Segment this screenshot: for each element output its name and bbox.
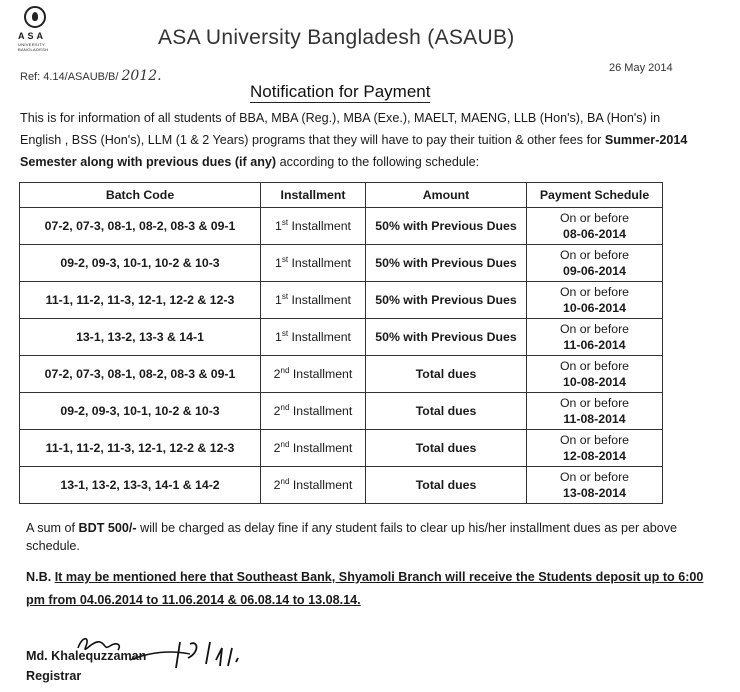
schedule-cell <box>527 356 663 393</box>
reference <box>20 68 162 84</box>
installment-number: 1 <box>275 293 282 307</box>
installment-number: 1 <box>275 330 282 344</box>
table-row <box>20 245 663 282</box>
batch-code-cell: 09-2, 09-3, 10-1, 10-2 & 10-3 <box>20 393 261 430</box>
signatory-name: Md. Khalequzzaman <box>26 649 147 663</box>
amount-cell <box>366 356 527 393</box>
amount-text: Total dues <box>415 478 477 492</box>
amount-text: Total dues <box>415 404 477 418</box>
amount-text: 50% with Previous Dues <box>375 256 517 270</box>
signatory-role: Registrar <box>26 669 82 683</box>
amount-text: Total dues <box>415 441 477 455</box>
fine-pre: A sum of <box>26 521 79 535</box>
installment-word: Installment <box>289 367 353 381</box>
installment-suffix: st <box>281 291 289 301</box>
logo-subtext: UNIVERSITY BANGLADESH <box>18 42 49 52</box>
batch-code-cell: 11-1, 11-2, 11-3, 12-1, 12-2 & 12-3 <box>20 430 261 467</box>
amount-text: 50% with Previous Dues <box>375 330 517 344</box>
schedule-date: 11-08-2014 <box>563 412 626 426</box>
installment-number: 2 <box>273 404 281 418</box>
fine-amount: BDT 500/- <box>78 521 137 535</box>
intro-paragraph <box>20 107 702 173</box>
schedule-date: 08-06-2014 <box>563 227 626 241</box>
table-row <box>20 393 663 430</box>
installment-number: 2 <box>273 367 281 381</box>
installment-word: Installment <box>289 404 353 418</box>
payment-schedule-table <box>19 182 663 504</box>
nb-label: N.B. <box>26 570 55 584</box>
logo-text: ASA <box>18 31 47 41</box>
installment-cell <box>261 282 366 319</box>
amount-text: 50% with Previous Dues <box>375 293 517 307</box>
installment-number: 1 <box>275 256 282 270</box>
intro-text: This is for information of all students of BBA, MBA (Reg.), MBA (Exe.), MAELT, MAENG, LLB (Hon's), BA (Hon's) in English , BSS (Hon's), LLM (1 & 2 Years) programs that they will have to pay their tuition & other fees for <box>20 111 661 147</box>
university-logo <box>14 4 58 62</box>
page-title: Notification for Payment <box>250 82 431 101</box>
installment-cell <box>261 319 366 356</box>
header-batch: Batch Code <box>20 183 261 208</box>
batch-code-cell: 13-1, 13-2, 13-3 & 14-1 <box>20 319 261 356</box>
intro-tail: according to the following schedule: <box>276 155 480 169</box>
fine-post: will be charged as delay fine if any student fails to clear up his/her installment dues as per above schedule. <box>26 521 678 553</box>
schedule-cell <box>527 393 663 430</box>
schedule-prefix: On or before <box>559 322 630 336</box>
installment-number: 2 <box>273 441 281 455</box>
schedule-cell <box>527 430 663 467</box>
schedule-cell <box>527 245 663 282</box>
schedule-date: 10-06-2014 <box>563 301 626 315</box>
table-row <box>20 208 663 245</box>
schedule-date: 13-08-2014 <box>563 486 626 500</box>
amount-cell <box>366 282 527 319</box>
document-date: 26 May 2014 <box>609 62 673 74</box>
installment-cell <box>261 393 366 430</box>
installment-cell <box>261 467 366 504</box>
logo-emblem-icon <box>24 6 46 28</box>
intro-bold: Summer-2014 Semester along with previous dues (if any) <box>20 133 688 169</box>
schedule-cell <box>527 319 663 356</box>
installment-suffix: nd <box>280 439 290 449</box>
installment-suffix: nd <box>280 476 290 486</box>
batch-code-cell: 11-1, 11-2, 11-3, 12-1, 12-2 & 12-3 <box>20 282 261 319</box>
schedule-cell <box>527 282 663 319</box>
schedule-cell <box>527 208 663 245</box>
table-header-row <box>20 183 663 208</box>
installment-cell <box>261 356 366 393</box>
table-row <box>20 467 663 504</box>
schedule-prefix: On or before <box>559 211 630 225</box>
amount-text: Total dues <box>415 367 477 381</box>
university-name: ASA University Bangladesh (ASAUB) <box>158 26 515 49</box>
table-row <box>20 430 663 467</box>
schedule-prefix: On or before <box>559 433 630 447</box>
amount-cell <box>366 245 527 282</box>
schedule-prefix: On or before <box>559 285 630 299</box>
amount-cell <box>366 430 527 467</box>
amount-cell <box>366 319 527 356</box>
installment-cell <box>261 430 366 467</box>
installment-suffix: nd <box>280 365 290 375</box>
schedule-date: 09-06-2014 <box>563 264 626 278</box>
schedule-date: 10-08-2014 <box>563 375 626 389</box>
amount-cell <box>366 467 527 504</box>
header-amount: Amount <box>366 183 527 208</box>
reference-label: Ref: 4.14/ASAUB/B/ <box>20 71 119 83</box>
reference-number: 2012. <box>121 68 162 84</box>
table-row <box>20 282 663 319</box>
installment-suffix: nd <box>280 402 290 412</box>
schedule-cell <box>527 467 663 504</box>
installment-word: Installment <box>289 441 353 455</box>
schedule-date: 11-06-2014 <box>563 338 626 352</box>
installment-word: Installment <box>288 293 351 307</box>
installment-word: Installment <box>288 330 351 344</box>
installment-number: 1 <box>275 219 282 233</box>
schedule-prefix: On or before <box>559 470 630 484</box>
schedule-date: 12-08-2014 <box>563 449 626 463</box>
nb-note <box>26 566 716 612</box>
installment-suffix: st <box>281 217 289 227</box>
installment-suffix: st <box>281 328 289 338</box>
installment-word: Installment <box>289 478 353 492</box>
amount-cell <box>366 393 527 430</box>
amount-text: 50% with Previous Dues <box>375 219 517 233</box>
header-schedule: Payment Schedule <box>527 183 663 208</box>
installment-suffix: st <box>281 254 289 264</box>
header-installment: Installment <box>261 183 366 208</box>
installment-word: Installment <box>288 256 351 270</box>
batch-code-cell: 13-1, 13-2, 13-3, 14-1 & 14-2 <box>20 467 261 504</box>
table-row <box>20 356 663 393</box>
amount-cell <box>366 208 527 245</box>
batch-code-cell: 07-2, 07-3, 08-1, 08-2, 08-3 & 09-1 <box>20 208 261 245</box>
installment-number: 2 <box>273 478 281 492</box>
batch-code-cell: 09-2, 09-3, 10-1, 10-2 & 10-3 <box>20 245 261 282</box>
schedule-prefix: On or before <box>559 359 630 373</box>
installment-cell <box>261 245 366 282</box>
schedule-prefix: On or before <box>559 248 630 262</box>
schedule-prefix: On or before <box>559 396 630 410</box>
installment-cell <box>261 208 366 245</box>
installment-word: Installment <box>288 219 351 233</box>
delay-fine-note <box>26 519 716 555</box>
table-row <box>20 319 663 356</box>
batch-code-cell: 07-2, 07-3, 08-1, 08-2, 08-3 & 09-1 <box>20 356 261 393</box>
nb-text: It may be mentioned here that Southeast Bank, Shyamoli Branch will receive the Students deposit up to 6:00 pm from 04.06.2014 to 11.06.2014 & 06.08.14 to 13.08.14. <box>26 570 704 607</box>
